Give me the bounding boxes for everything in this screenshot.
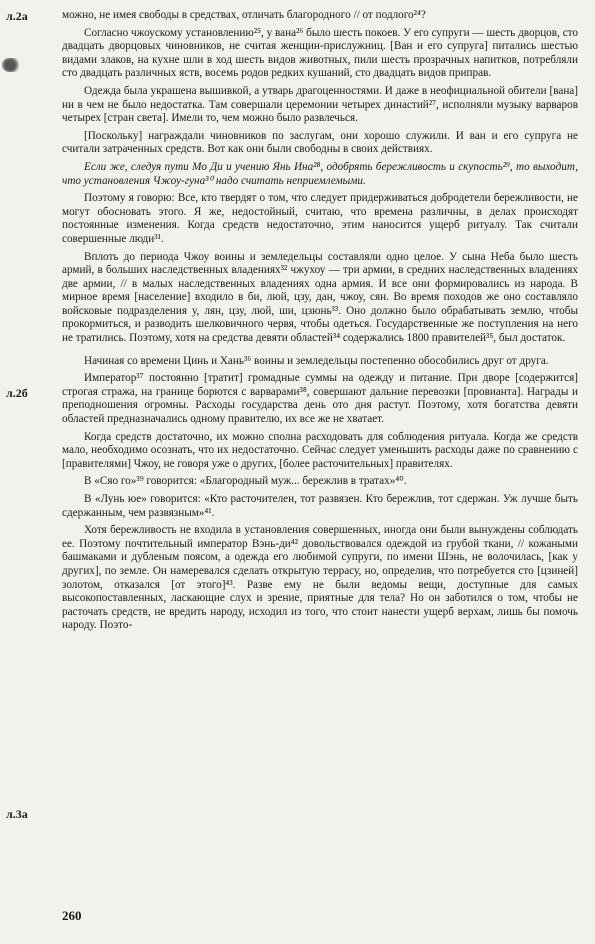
paragraph: В «Лунь юе» говорится: «Кто расточителен, тот развязен. Кто бережлив, тот сдержан. Уж лучше быть сдержанным, чем развязным»⁴¹. [62, 493, 578, 519]
paragraph: можно, не имея свободы в средствах, отличать благородного // от подлого²⁴? [62, 9, 426, 21]
paragraph: Когда средств достаточно, их можно сполна расходовать для соблюдения ритуала. Когда же средств мало, необходимо осознать, что их недостаточно. Сейчас следует уменьшить расходы даже по сравнению с [правителями] Чжоу, не говоря уже о других, [более расточительных] правителях. [62, 430, 578, 470]
body-text [62, 9, 578, 637]
page-number: 260 [62, 908, 82, 923]
ink-blot [2, 58, 22, 72]
paragraph: Император³⁷ постоянно [тратит] громадные суммы на одежду и питание. При дворе [содержится] строгая стража, на границе борются с варварами³⁸, совершают дальние перевозки [провианта]. Награды и преподношения огромны. Расходы государства день ото дня растут. Поэтому, хотя богатства девяти областей предназначались одному правителю, их все же не хватает. [62, 372, 578, 426]
margin-mark-2b: л.2б [6, 386, 28, 400]
paragraph: Вплоть до периода Чжоу воины и земледельцы составляли одно целое. У сына Неба было шесть армий, в больших наследственных владениях³² чжухоу — три армии, в средних наследственных владениях две армии, // в малых наследственных владениях одна армия. И все они формировались из народа. В мирное время [население] входило в би, люй, цзу, дан, чжоу, сян. Во время походов же оно составляло войсковые подразделения у, лян, цзу, люй, ши, цзюнь³³. Оно должно было обрабатывать землю, чтобы прокормиться, и разводить шелковичного червя, чтобы одеться. Государственные же поступления на него не тратились. Поэтому, хотя на средства девяти областей³⁴ содержались 1800 правителей³⁵, был достаток. [62, 250, 578, 345]
paragraph: Если же, следуя пути Мо Ди и учению Янь Ина²⁸, одобрять бережливость и скупость²⁹, то выходит, что установления Чжоу-гуна³⁰ надо считать неприемлемыми. [62, 160, 578, 187]
margin-mark-3a: л.3а [6, 807, 28, 821]
paragraph: Поэтому я говорю: Все, кто твердят о том, что следует придерживаться добродетели бережливости, не могут обосновать этого. Я же, недостойный, считаю, что времена различны, в делах происходят постоянные изменения. Когда средств недостаточно, этим наносится ущерб ритуалу. Так считали совершенные люди³¹. [62, 192, 578, 245]
paragraph: Хотя бережливость не входила в установления совершенных, иногда они были вынуждены соблюдать ее. Поэтому почтительный император Вэнь-ди⁴² довольствовался одеждой из грубой ткани, // кожаными башмаками и дубленым поясом, а одежда его любимой супруги, по имени Шэнь, не волочилась, [как у других], по земле. Он намеревался сделать открытую террасу, но, определив, что потребуется сто [цзиней] золотом, отказался [от этого]⁴³. Разве ему не были ведомы вещи, доступные для самых высокопоставленных, ласкающие слух и зрение, приятные для тела? Но он заботился о том, чтобы не расточать средств, не вредить народу, исходил из того, что стоит нанести ущерб верхам, лишь бы помочь народу. Поэто- [62, 524, 578, 632]
paragraph: Начиная со времени Цинь и Хань³⁶ воины и земледельцы постепенно обособились друг от друга. [84, 354, 549, 367]
margin-mark-2a: л.2а [6, 9, 28, 23]
paragraph: [Поскольку] награждали чиновников по заслугам, они хорошо служили. И ван и его супруга не считали затраченных средств. Вот как они были свободны в своих действиях. [62, 129, 578, 156]
paragraph: Согласно чжоускому установлению²⁵, у вана²⁶ было шесть покоев. У его супруги — шесть дворцов, сто двадцать дворцовых чиновников, не считая женщин-прислужниц. [Ван и его супруга] питались шестью видами злаков, на кухне шли в ход шесть видов животных, пили шесть прозрачных напитков, потребляли сто двадцать различных яств, восемь родов редких кушаний, сто двадцать видов приправ. [62, 26, 578, 80]
paragraph: Одежда была украшена вышивкой, а утварь драгоценностями. И даже в неофициальной обители [вана] ни в чем не было недостатка. Там совершали церемонии четырех династий²⁷, исполняли музыку варваров четырех [стран света]. Имели то, чем можно было развлечься. [62, 84, 578, 125]
paragraph: В «Сяо го»³⁹ говорится: «Благородный муж... бережлив в тратах»⁴⁰. [84, 475, 407, 488]
